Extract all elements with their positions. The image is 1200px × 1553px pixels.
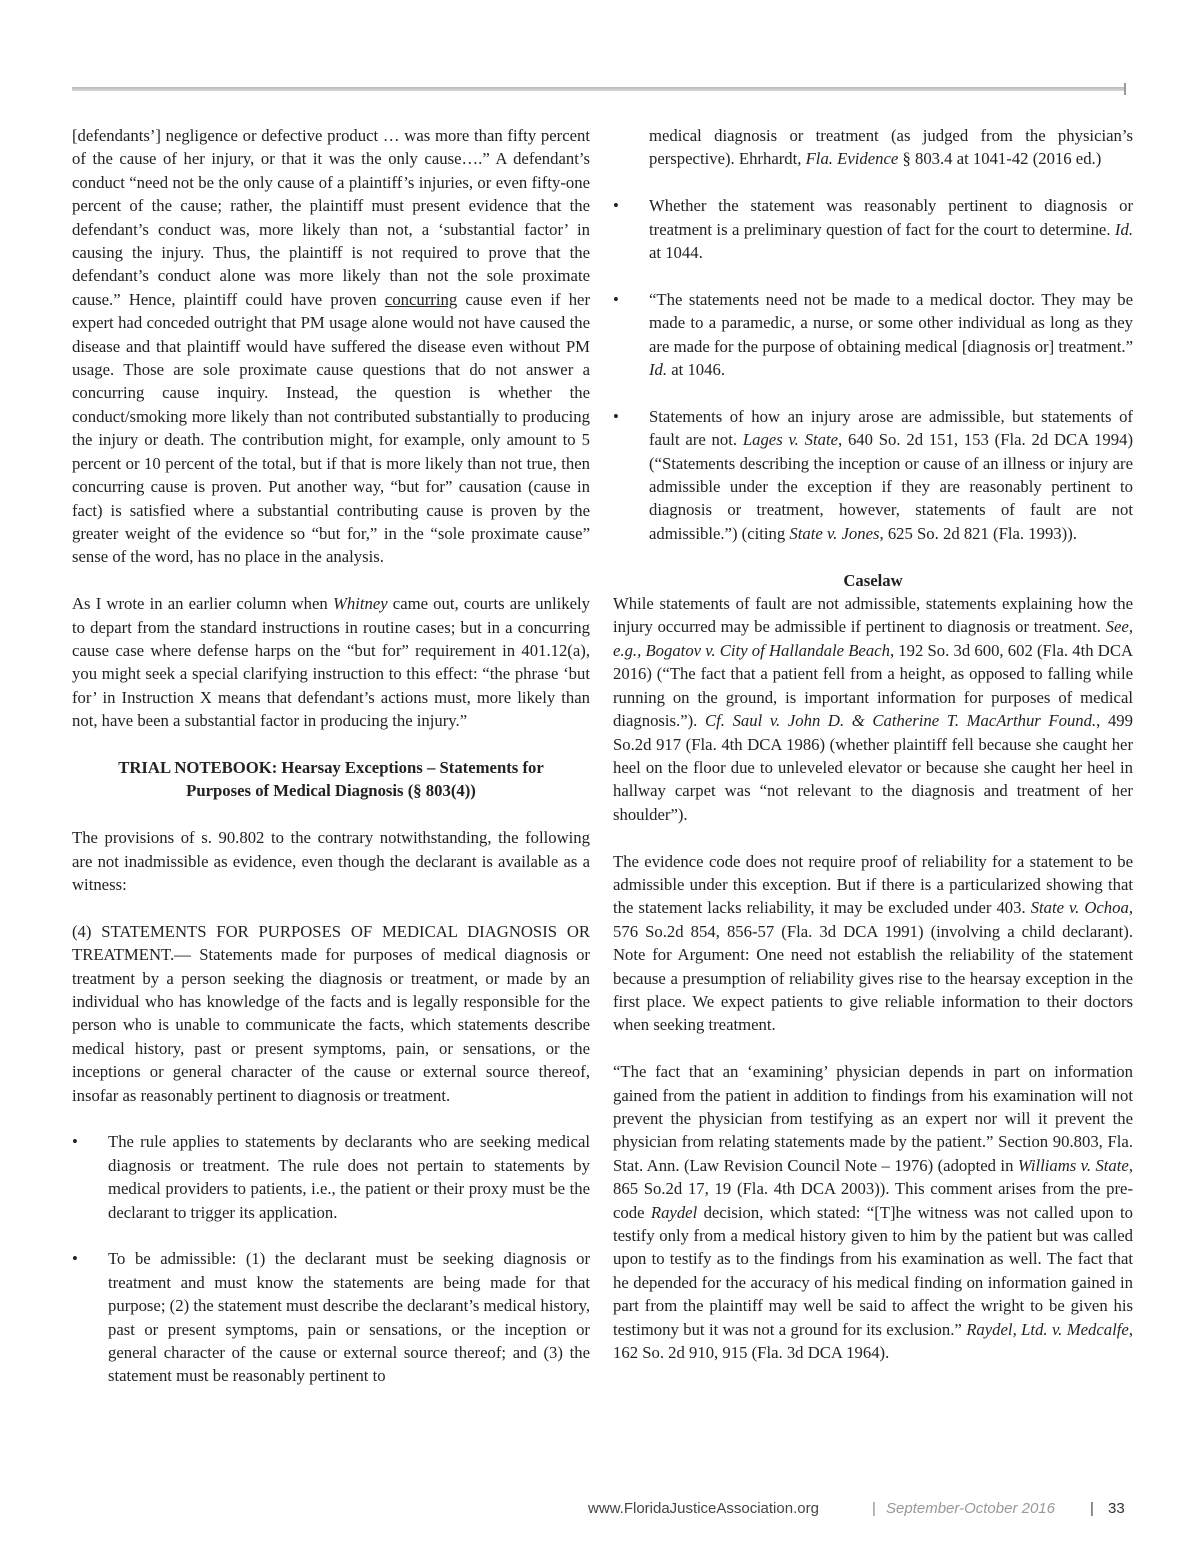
- heading-line-2: Purposes of Medical Diagnosis (§ 803(4)): [186, 781, 476, 801]
- bullet-item: • Whether the statement was reasonably pertinent to diagnosis or treatment is a preliminary question of fact for the court to determine. Id. at 1044.: [613, 196, 1133, 263]
- section-heading: [72, 756, 590, 803]
- bullet-item: • To be admissible: (1) the declarant must be seeking diagnosis or treatment and must know the statements are being made for that purpose; (2) the statement must describe the declarant’s medical history, past or present symptoms, pain or sensations, or the inception or general character of the cause or external source thereof; and (3) the statement must be reasonably pertinent to: [72, 1249, 590, 1386]
- bullet-icon: •: [613, 196, 619, 216]
- paragraph-reliability: The evidence code does not require proof of reliability for a statement to be admissible under this exception. But if there is a particularized showing that the statement lacks reliability, it may be excluded under 403. State v. Ochoa, 576 So.2d 854, 856-57 (Fla. 3d DCA 1991) (involving a child declarant). Note for Argument: One need not establish the reliability of the statement because a presumption of reliability gives rise to the hearsay exception in the first place. We expect patients to give reliable information to their doctors when seeking treatment.: [613, 851, 1133, 1035]
- bullet-item: • “The statements need not be made to a medical doctor. They may be made to a paramedic, a nurse, or some other individual as long as they are made for the purpose of obtaining medical [diagnosis or] treatment.” Id. at 1046.: [613, 289, 1133, 380]
- footer-separator: |: [1090, 1500, 1094, 1517]
- bullet-continuation: medical diagnosis or treatment (as judged from the physician’s perspective). Ehrhardt, Fla. Evidence § 803.4 at 1041-42 (2016 ed.): [649, 126, 1133, 169]
- footer-separator: |: [872, 1500, 876, 1517]
- case-name: Whitney: [332, 594, 388, 614]
- footer-issue: September-October 2016: [886, 1500, 1055, 1517]
- paragraph-caselaw: While statements of fault are not admissible, statements explaining how the injury occurred may be admissible if pertinent to diagnosis or treatment. See, e.g., Bogatov v. City of Hallandale Beach, 192 So. 3d 600, 602 (Fla. 4th DCA 2016) (“The fact that a patient fell from a height, as opposed to falling while running on the ground, is important information for purposes of medical diagnosis.”). Cf. Saul v. John D. & Catherine T. MacArthur Found., 499 So.2d 917 (Fla. 4th DCA 1986) (whether plaintiff fell because she caught her heel on the floor due to unleveled elevator or because she caught her heel in hallway carpet was “not relevant to the diagnosis and treatment of her shoulder”).: [613, 594, 1133, 824]
- page-number: 33: [1108, 1500, 1125, 1517]
- left-column: [72, 124, 590, 1388]
- paragraph-whitney: As I wrote in an earlier column when Whitney came out, courts are unlikely to depart from the standard instructions in routine cases; but in a concurring cause case where defense harps on the “but for” requirement in 401.12(a), you might seek a special clarifying instruction to this effect: “the phrase ‘but for’ in Instruction X means that defendant’s actions must, more likely than not, have been a substantial factor in producing the injury.”: [72, 594, 590, 731]
- paragraph-provisions: The provisions of s. 90.802 to the contrary notwithstanding, the following are not inadmissible as evidence, even though the declarant is available as a witness:: [72, 828, 590, 894]
- heading-line-1: TRIAL NOTEBOOK: Hearsay Exceptions – Statements for: [118, 757, 544, 777]
- bullet-icon: •: [613, 289, 619, 309]
- bullet-item: • Statements of how an injury arose are admissible, but statements of fault are not. Lages v. State, 640 So. 2d 151, 153 (Fla. 2d DCA 1994) (“Statements describing the inception or cause of an illness or injury are admissible under the exception if they are reasonably pertinent to diagnosis or treatment, however, statements of fault are not admissible.”) (citing State v. Jones, 625 So. 2d 821 (Fla. 1993)).: [613, 406, 1134, 543]
- paragraph-examining-physician: “The fact that an ‘examining’ physician depends in part on information gained from the patient in addition to findings from his examination will not prevent the physician from testifying as an expert nor will it prevent the physician from relating statements made by the patient.” Section 90.803, Fla. Stat. Ann. (Law Revision Council Note – 1976) (adopted in Williams v. State, 865 So.2d 17, 19 (Fla. 4th DCA 2003)). This comment arises from the pre-code Raydel decision, which stated: “[T]he witness was not called upon to testify only from a medical history given to him by the patient but was called upon to testify as to the findings from his examination as well. The fact that he depended for the accuracy of his medical finding on information gained in part from the plaintiff may well be said to affect the wright to be given his testimony but it was not a ground for its exclusion.” Raydel, Ltd. v. Medcalfe, 162 So. 2d 910, 915 (Fla. 3d DCA 1964).: [613, 1062, 1133, 1363]
- bullet-icon: •: [613, 406, 619, 426]
- page-footer: [0, 1500, 1200, 1524]
- caselaw-heading: Caselaw: [843, 570, 903, 590]
- paragraph-causation: [defendants’] negligence or defective product … was more than fifty percent of the cause of her injury, or that it was the only cause….” A defendant’s conduct “need not be the only cause of a plaintiff’s injuries, or even fifty-one percent of the cause; rather, the plaintiff must present evidence that the defendant’s conduct was, more likely than not, a ‘substantial factor’ in causing the injury. Thus, the plaintiff is not required to prove that the defendant’s conduct alone was more likely than not the sole proximate cause.” Hence, plaintiff could have proven concurring cause even if her expert had conceded outright that PM usage alone would not have caused the disease and that plaintiff would have suffered the disease even without PM usage. Those are sole proximate cause questions that do not answer a concurring cause inquiry. Instead, the question is whether the conduct/smoking more likely than not contributed substantially to producing the injury or death. The contribution might, for example, only amount to 5 percent or 10 percent of the total, but if that is more likely than not true, then concurring cause is proven. Put another way, “but for” causation (cause in fact) is satisfied where a substantial contributing cause is proven by the greater weight of the evidence so “but for,” in the “sole proximate cause” sense of the word, has no place in the analysis.: [72, 126, 591, 567]
- footer-website-link[interactable]: www.FloridaJusticeAssociation.org: [588, 1500, 819, 1517]
- paragraph-rule-text: (4) STATEMENTS FOR PURPOSES OF MEDICAL DIAGNOSIS OR TREATMENT.— Statements made for purposes of medical diagnosis or treatment by a person seeking the diagnosis or treatment, or made by an individual who has knowledge of the facts and is legally responsible for the person who is unable to communicate the facts, which statements describe medical history, past or present symptoms, pain, or sensations, or the inceptions or general character of the cause or external source thereof, insofar as reasonably pertinent to diagnosis or treatment.: [72, 921, 590, 1105]
- right-column: [613, 124, 1133, 1364]
- bullet-icon: •: [72, 1249, 78, 1269]
- header-rule: [72, 87, 1126, 91]
- bullet-icon: •: [72, 1132, 78, 1152]
- bullet-item: • The rule applies to statements by declarants who are seeking medical diagnosis or treatment. The rule does not pertain to statements by medical providers to patients, i.e., the patient or their proxy must be the declarant to trigger its application.: [72, 1132, 590, 1222]
- underlined-term: concurring: [384, 289, 458, 309]
- header-rule-cap: [1124, 83, 1126, 95]
